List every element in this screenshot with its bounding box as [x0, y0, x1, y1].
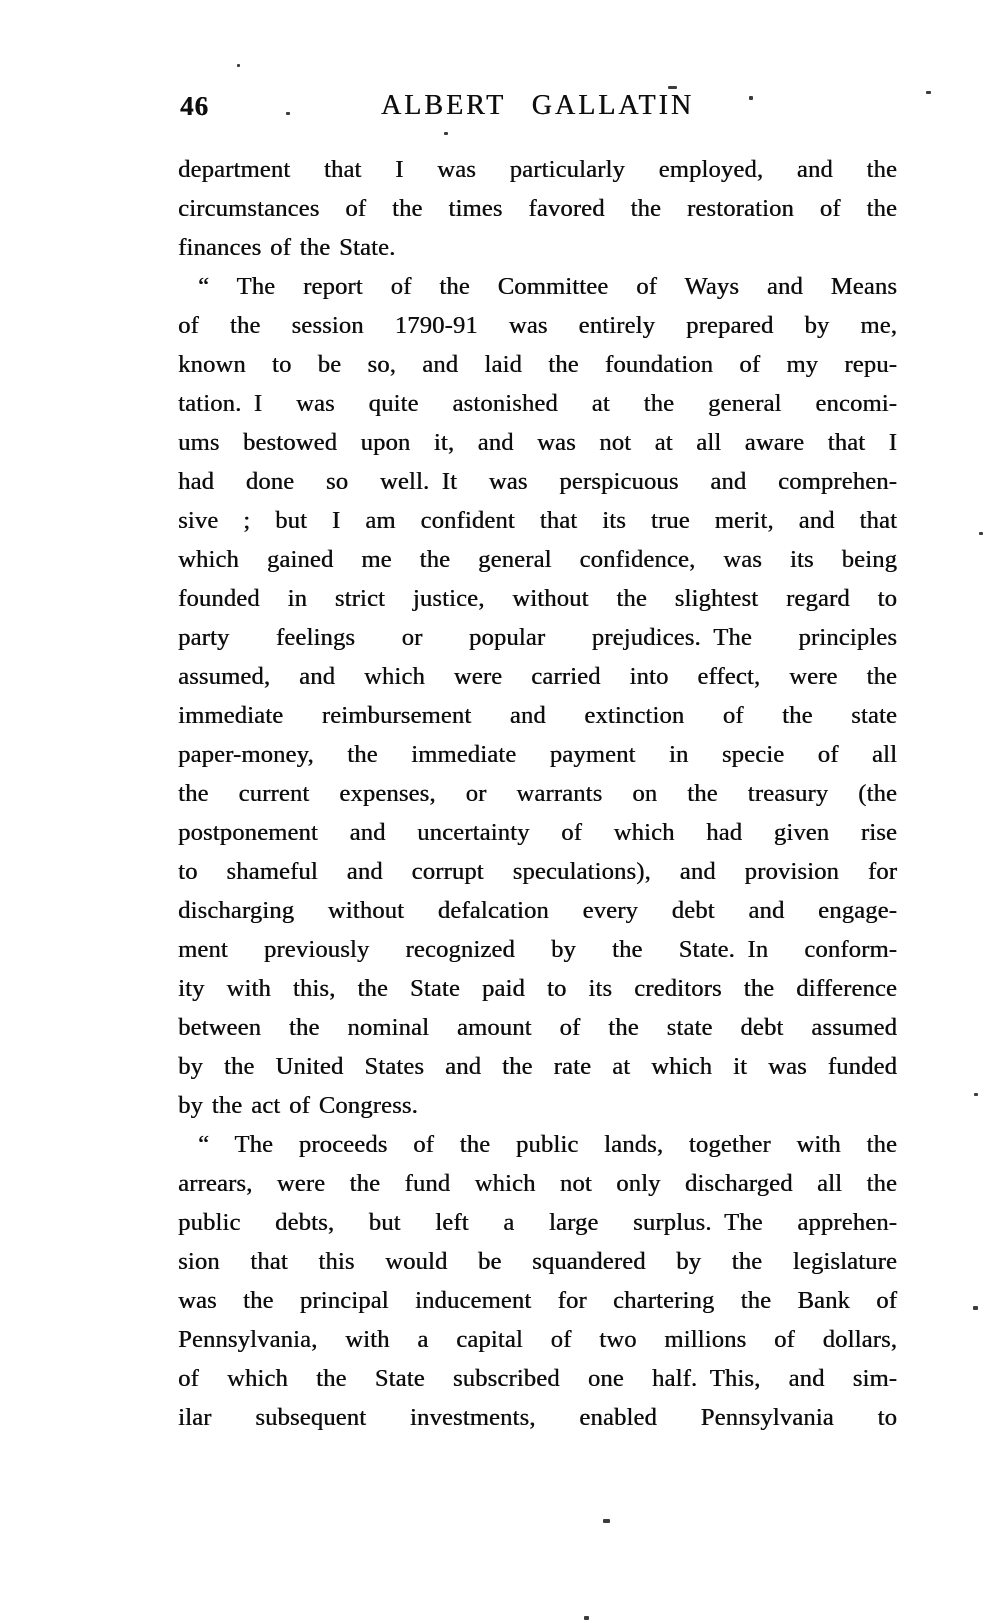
text-line: had done so well. It was perspicuous and comprehen-: [178, 468, 897, 495]
scan-speck: [584, 1616, 589, 1620]
text-line: discharging without defalcation every debt and engage-: [178, 897, 897, 924]
text-line: of the session 1790-91 was entirely prepared by me,: [178, 312, 897, 339]
text-line: paper-money, the immediate payment in specie of all: [178, 741, 897, 768]
scan-speck: [237, 64, 240, 67]
scan-speck: [444, 132, 448, 135]
scan-speck: [973, 1306, 978, 1310]
text-line: sive ; but I am confident that its true merit, and that: [178, 507, 897, 534]
text-line: “ The proceeds of the public lands, together with the: [198, 1131, 897, 1158]
scan-speck: [979, 532, 983, 535]
text-line: ity with this, the State paid to its creditors the difference: [178, 975, 897, 1002]
scan-speck: [603, 1519, 610, 1523]
text-line: ment previously recognized by the State. In conform-: [178, 936, 897, 963]
text-line: known to be so, and laid the foundation of my repu-: [178, 351, 897, 378]
scan-speck: [668, 86, 677, 89]
text-line: of which the State subscribed one half. This, and sim-: [178, 1365, 897, 1392]
text-line: postponement and uncertainty of which had given rise: [178, 819, 897, 846]
scan-speck: [974, 1093, 978, 1096]
text-line: was the principal inducement for chartering the Bank of: [178, 1287, 897, 1314]
text-line: Pennsylvania, with a capital of two millions of dollars,: [178, 1326, 897, 1353]
text-line: public debts, but left a large surplus. The apprehen-: [178, 1209, 897, 1236]
text-line: immediate reimbursement and extinction of the state: [178, 702, 897, 729]
text-line: arrears, were the fund which not only discharged all the: [178, 1170, 897, 1197]
scan-speck: [749, 96, 753, 100]
scan-speck: [926, 91, 931, 94]
text-line: founded in strict justice, without the slightest regard to: [178, 585, 897, 612]
text-line: assumed, and which were carried into effect, were the: [178, 663, 897, 690]
text-line: to shameful and corrupt speculations), and provision for: [178, 858, 897, 885]
page-number: 46: [180, 91, 209, 121]
scan-speck: [286, 112, 290, 115]
text-line: department that I was particularly employed, and the: [178, 156, 897, 183]
text-line: finances of the State.: [178, 234, 396, 261]
text-line: which gained me the general confidence, was its being: [178, 546, 897, 573]
text-line: sion that this would be squandered by the legislature: [178, 1248, 897, 1275]
page-header: [178, 90, 897, 126]
text-line: party feelings or popular prejudices. The principles: [178, 624, 897, 651]
text-line: by the act of Congress.: [178, 1092, 418, 1119]
text-line: ilar subsequent investments, enabled Pennsylvania to: [178, 1404, 897, 1431]
text-block: [178, 150, 897, 1437]
text-line: by the United States and the rate at which it was funded: [178, 1053, 897, 1080]
text-line: between the nominal amount of the state debt assumed: [178, 1014, 897, 1041]
text-line: circumstances of the times favored the restoration of the: [178, 195, 897, 222]
text-line: tation. I was quite astonished at the general encomi-: [178, 390, 897, 417]
text-line: ums bestowed upon it, and was not at all aware that I: [178, 429, 897, 456]
text-line: “ The report of the Committee of Ways and Means: [198, 273, 897, 300]
running-title: ALBERT GALLATIN: [380, 90, 695, 121]
text-line: the current expenses, or warrants on the treasury (the: [178, 780, 897, 807]
